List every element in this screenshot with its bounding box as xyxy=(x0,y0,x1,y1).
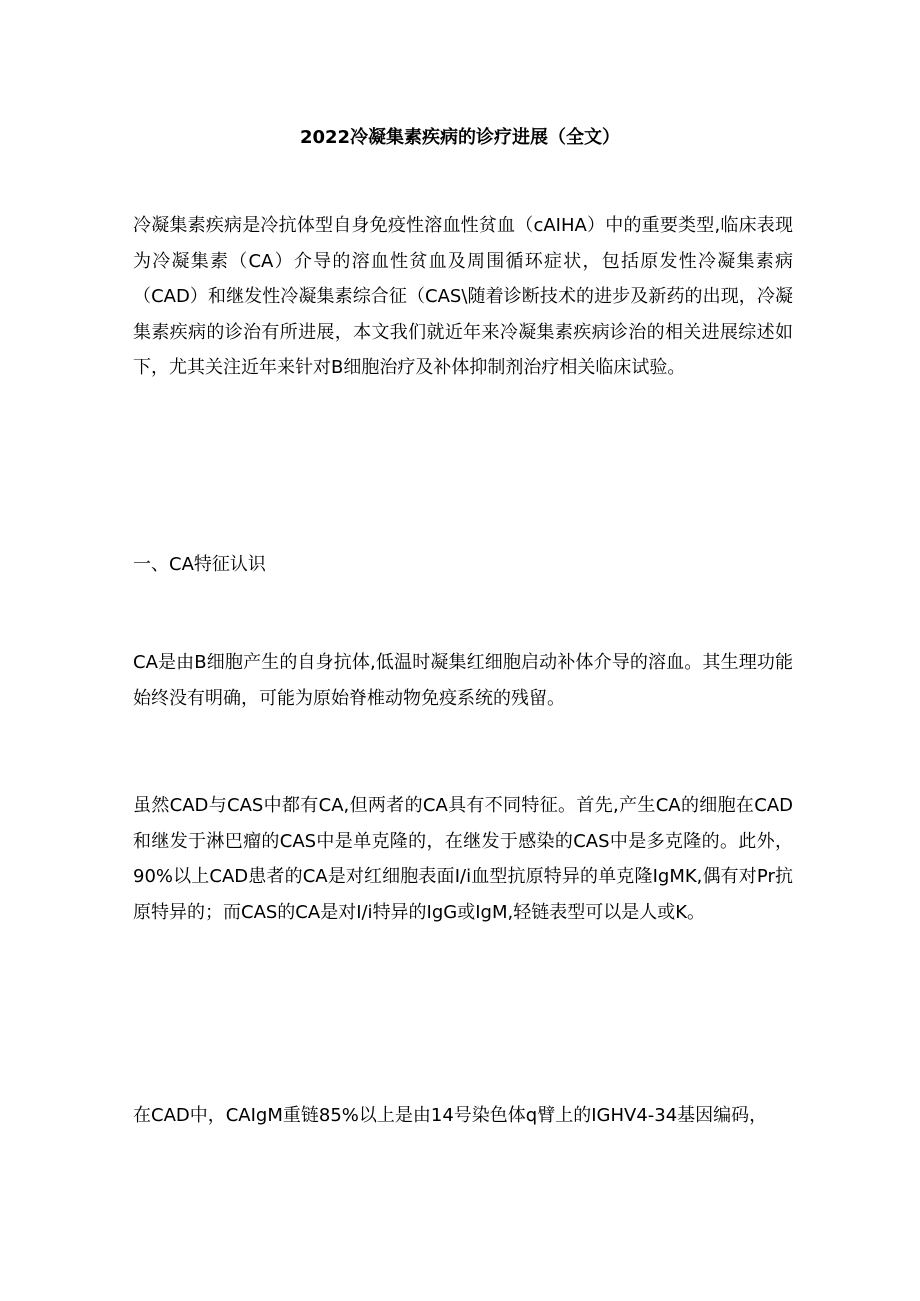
paragraph-cad-cas-comparison: 虽然CAD与CAS中都有CA,但两者的CA具有不同特征。首先,产生CA的细胞在CAD和继发于淋巴瘤的CAS中是单克隆的，在继发于感染的CAS中是多克隆的。此外，90%以上CAD患者的CA是对红细胞表面I/i血型抗原特异的单克隆IgMK,偶有对Pr抗原特异的；而CAS的CA是对I/i特异的IgG或IgM,轻链表型可以是人或K。 xyxy=(133,795,793,923)
paragraph-igm-heavy-chain: 在CAD中，CAIgM重链85%以上是由14号染色体q臂上的IGHV4-34基因编码， xyxy=(133,1105,768,1126)
paragraph-ca-definition: CA是由B细胞产生的自身抗体,低温时凝集红细胞启动补体介导的溶血。其生理功能始终没有明确，可能为原始脊椎动物免疫系统的残留。 xyxy=(133,652,793,709)
document-title: 2022冷凝集素疾病的诊疗进展（全文） xyxy=(299,127,621,148)
section-heading-ca-features: 一、CA特征认识 xyxy=(133,554,266,575)
paragraph-intro: 冷凝集素疾病是冷抗体型自身免疫性溶血性贫血（cAIHA）中的重要类型,临床表现为冷凝集素（CA）介导的溶血性贫血及周围循环症状，包括原发性冷凝集素病（CAD）和继发性冷凝集素综合征（CAS\随着诊断技术的进步及新药的出现，冷凝集素疾病的诊治有所进展，本文我们就近年来冷凝集素疾病诊治的相关进展综述如下，尤其关注近年来针对B细胞治疗及补体抑制剂治疗相关临床试验。 xyxy=(133,215,793,378)
